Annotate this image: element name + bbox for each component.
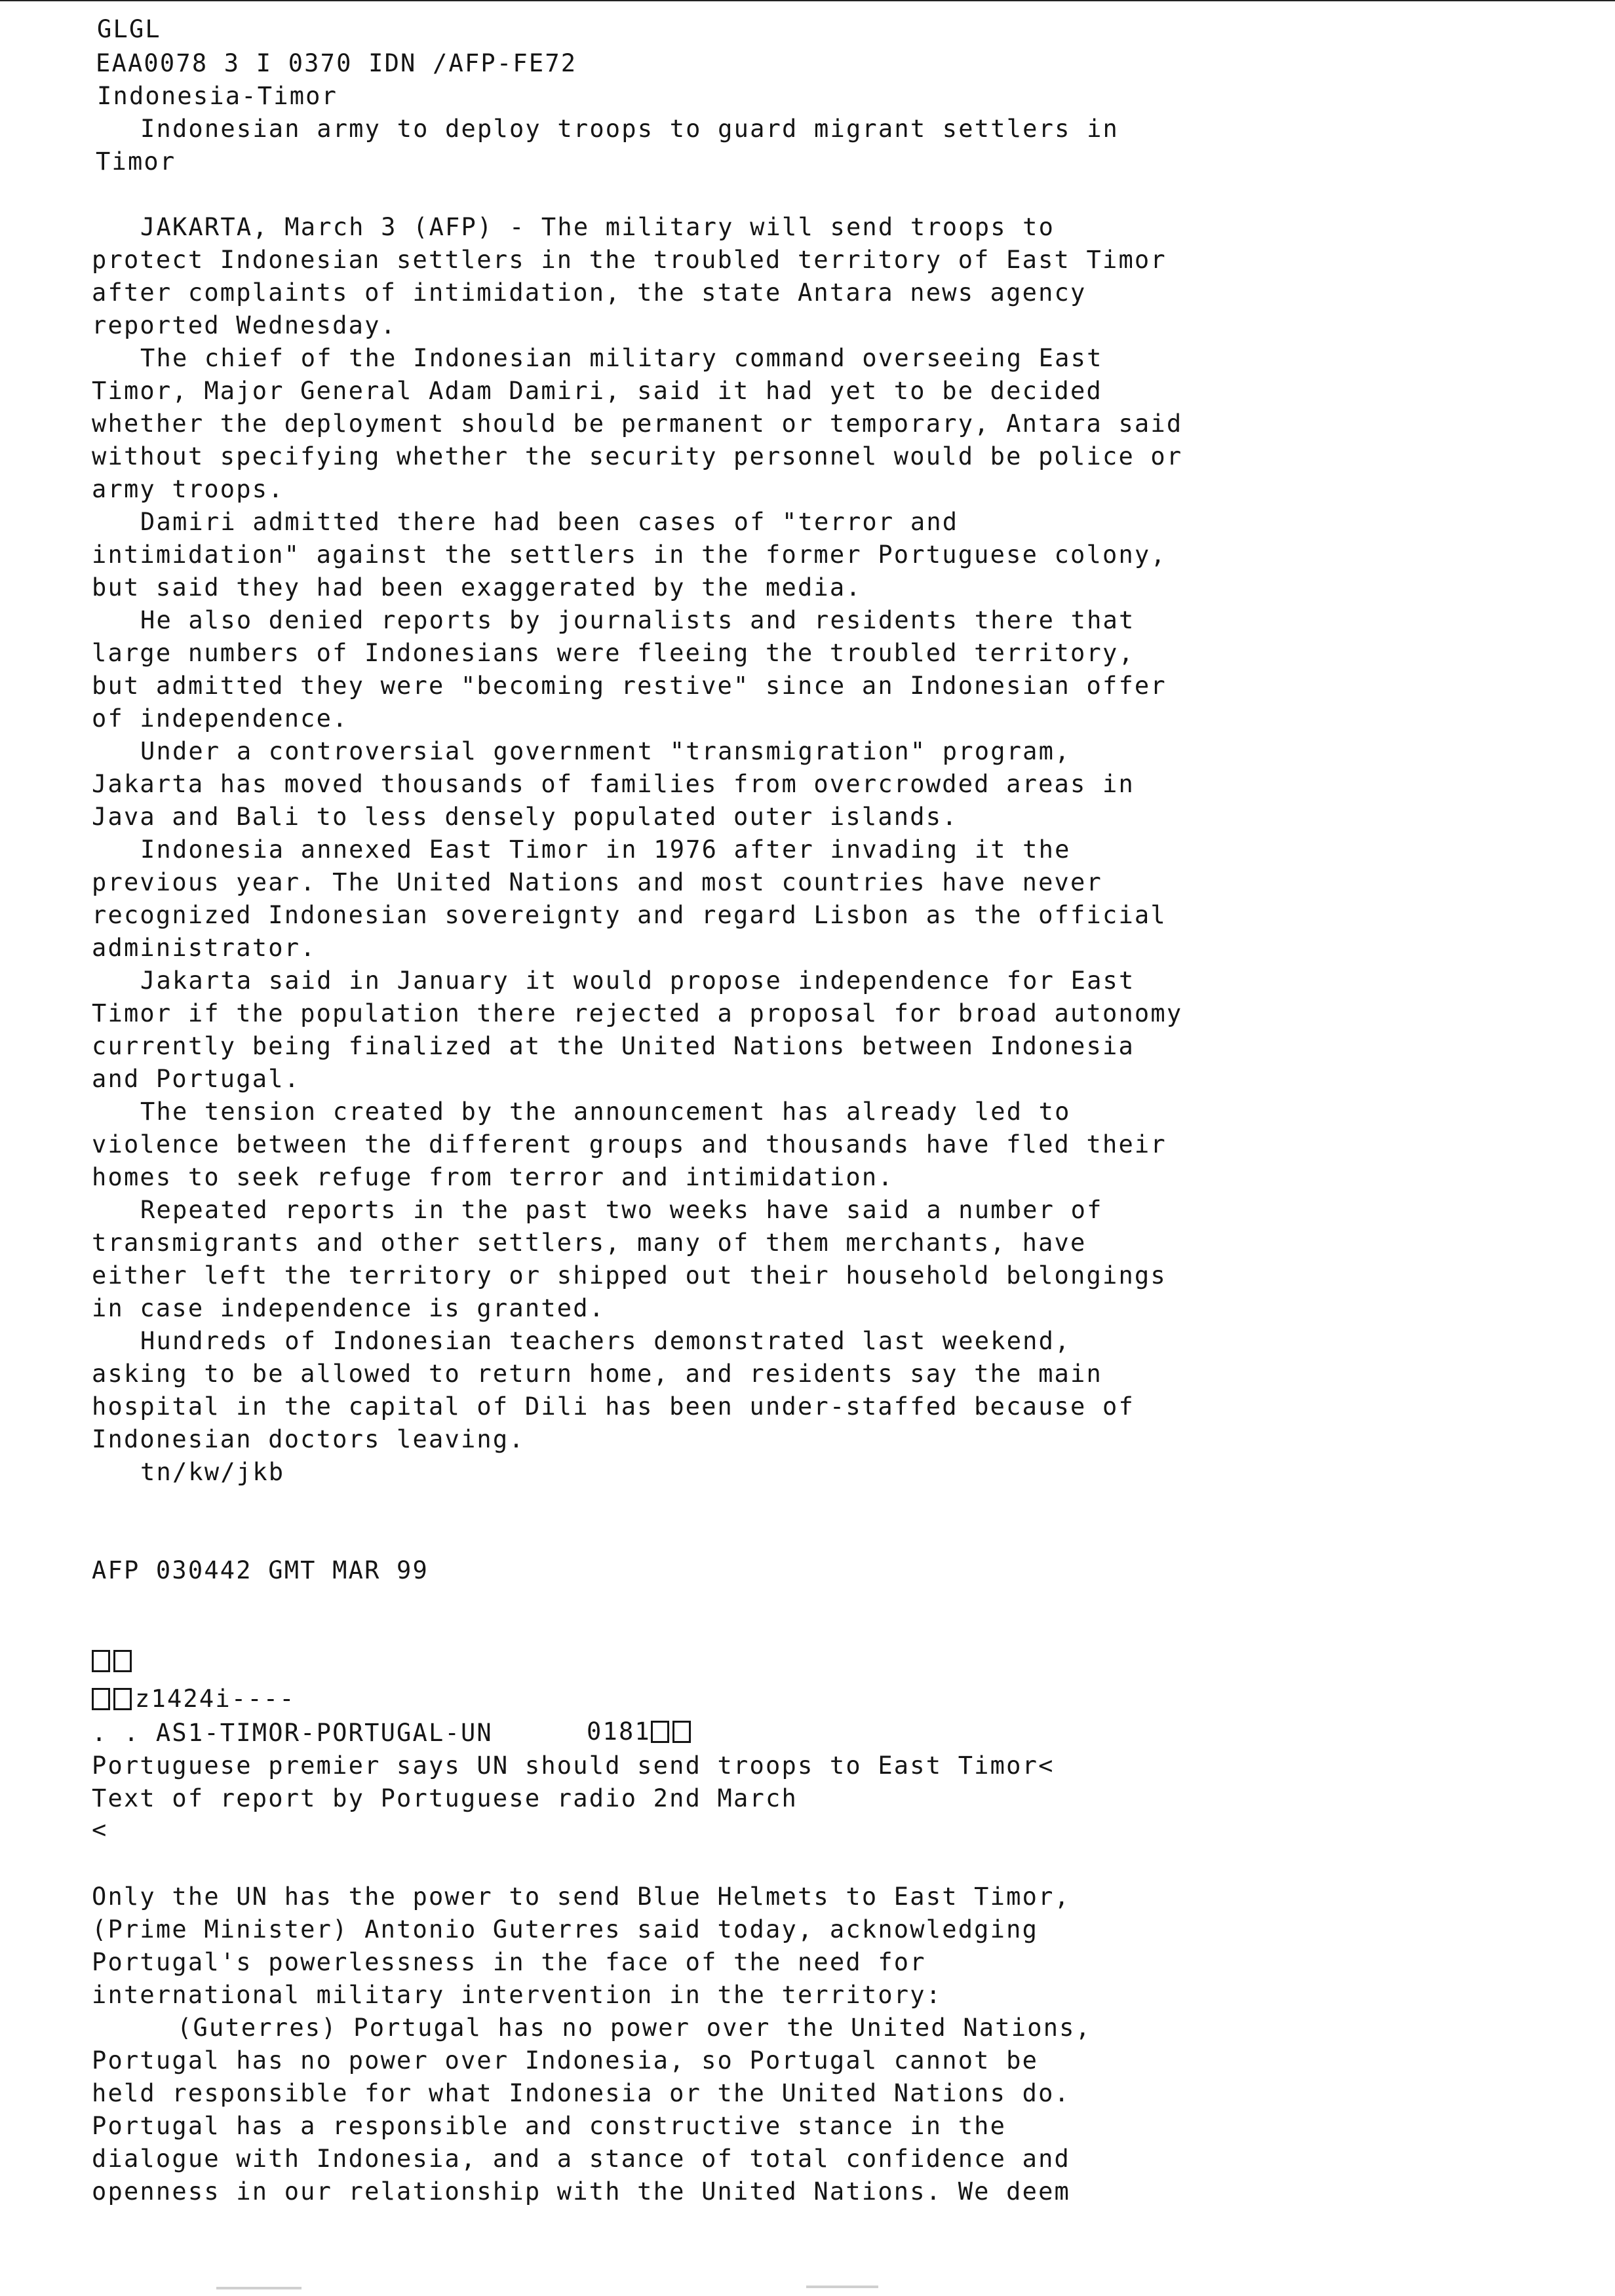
body-line: army troops.	[92, 475, 284, 503]
body-line: whether the deployment should be permanent or temporary, Antara said	[92, 410, 1183, 438]
body-line: dialogue with Indonesia, and a stance of total confidence and	[92, 2145, 1071, 2173]
body-line: Indonesia annexed East Timor in 1976 after invading it the	[140, 835, 1071, 864]
body-line: violence between the different groups and thousands have fled their	[92, 1130, 1167, 1158]
body-line: protect Indonesian settlers in the troubled territory of East Timor	[92, 246, 1167, 274]
control-char-box-icon	[651, 1721, 669, 1743]
id-code: z1424i----	[135, 1685, 296, 1713]
body-line: reported Wednesday.	[92, 311, 397, 339]
body-line: openness in our relationship with the United Nations. We deem	[92, 2177, 1071, 2206]
body-line: Hundreds of Indonesian teachers demonstrated last weekend,	[140, 1327, 1071, 1355]
body-line: He also denied reports by journalists and residents there that	[140, 606, 1135, 634]
body-line: in case independence is granted.	[92, 1294, 606, 1322]
body-line: either left the territory or shipped out their household belongings	[92, 1261, 1167, 1290]
topic: Indonesia-Timor	[97, 82, 338, 110]
wire-code: EAA0078 3 I 0370 IDN /AFP-FE72	[96, 49, 577, 77]
body-line: (Guterres) Portugal has no power over the United Nations,	[177, 2014, 1092, 2042]
control-char-box-icon	[672, 1721, 691, 1743]
body-line: hospital in the capital of Dili has been under-staffed because of	[92, 1392, 1135, 1421]
body-line: recognized Indonesian sovereignty and regard Lisbon as the official	[92, 901, 1167, 929]
id-line	[92, 1683, 296, 1715]
body-line: Repeated reports in the past two weeks have said a number of	[140, 1196, 1103, 1224]
body-line: previous year. The United Nations and most countries have never	[92, 868, 1102, 896]
headline: Portuguese premier says UN should send troops to East Timor<	[92, 1751, 1055, 1780]
body-line: international military intervention in the territory:	[92, 1981, 943, 2009]
body-line: transmigrants and other settlers, many of them merchants, have	[92, 1229, 1087, 1257]
word-count-group	[587, 1715, 694, 1748]
body-line: Portugal has no power over Indonesia, so Portugal cannot be	[92, 2046, 1039, 2075]
control-char-box-icon	[92, 1650, 110, 1672]
body-line: Timor, Major General Adam Damiri, said it had yet to be decided	[92, 377, 1102, 405]
body-line: but admitted they were "becoming restive" since an Indonesian offer	[92, 672, 1167, 700]
body-line: JAKARTA, March 3 (AFP) - The military will send troops to	[140, 213, 1055, 241]
body-line: Under a controversial government "transmigration" program,	[140, 737, 1071, 765]
body-line: homes to seek refuge from terror and intimidation.	[92, 1163, 894, 1191]
body-line: and Portugal.	[92, 1065, 301, 1093]
body-line: Only the UN has the power to send Blue Helmets to East Timor,	[92, 1883, 1071, 1911]
body-line: currently being finalized at the United Nations between Indonesia	[92, 1032, 1135, 1060]
control-char-box-icon	[113, 1650, 132, 1672]
headline-line-1: Indonesian army to deploy troops to guard migrant settlers in	[140, 115, 1119, 143]
body-line: Timor if the population there rejected a proposal for broad autonomy	[92, 999, 1183, 1027]
body-line: Portugal has a responsible and constructive stance in the	[92, 2112, 1007, 2140]
dateline: AFP 030442 GMT MAR 99	[92, 1556, 429, 1584]
body-line: without specifying whether the security personnel would be police or	[92, 442, 1183, 470]
body-line: The tension created by the announcement has already led to	[140, 1098, 1071, 1126]
control-char-box-icon	[113, 1688, 132, 1710]
body-line: (Prime Minister) Antonio Guterres said today, acknowledging	[92, 1915, 1039, 1943]
body-line: intimidation" against the settlers in the former Portuguese colony,	[92, 541, 1167, 569]
body-line: after complaints of intimidation, the state Antara news agency	[92, 278, 1087, 307]
word-count: 0181	[587, 1717, 651, 1746]
control-chars	[92, 1650, 135, 1672]
body-line: Damiri admitted there had been cases of "terror and	[140, 508, 959, 536]
body-line: Java and Bali to less densely populated outer islands.	[92, 803, 958, 831]
scan-speck	[216, 2287, 302, 2289]
body-line: Indonesian doctors leaving.	[92, 1425, 525, 1453]
slug-line: . . AS1-TIMOR-PORTUGAL-UN	[92, 1719, 493, 1747]
signoff: tn/kw/jkb	[140, 1458, 285, 1486]
marker: <	[92, 1816, 108, 1844]
headline-line-2: Timor	[96, 147, 176, 176]
body-line: Jakarta has moved thousands of families from overcrowded areas in	[92, 770, 1135, 798]
body-line: of independence.	[92, 704, 349, 733]
body-line: Portugal's powerlessness in the face of the need for	[92, 1948, 926, 1976]
scan-speck	[806, 2286, 878, 2288]
body-line: Jakarta said in January it would propose independence for East	[140, 966, 1135, 995]
slug: GLGL	[97, 15, 161, 43]
body-line: but said they had been exaggerated by the media.	[92, 573, 862, 602]
body-line: asking to be allowed to return home, and residents say the main	[92, 1360, 1102, 1388]
body-line: administrator.	[92, 934, 317, 962]
control-char-box-icon	[92, 1688, 110, 1710]
body-line: The chief of the Indonesian military command overseeing East	[140, 344, 1103, 372]
source-line: Text of report by Portuguese radio 2nd March	[92, 1784, 798, 1812]
body-line: large numbers of Indonesians were fleeing the troubled territory,	[92, 639, 1135, 667]
body-line: held responsible for what Indonesia or the United Nations do.	[92, 2079, 1071, 2107]
